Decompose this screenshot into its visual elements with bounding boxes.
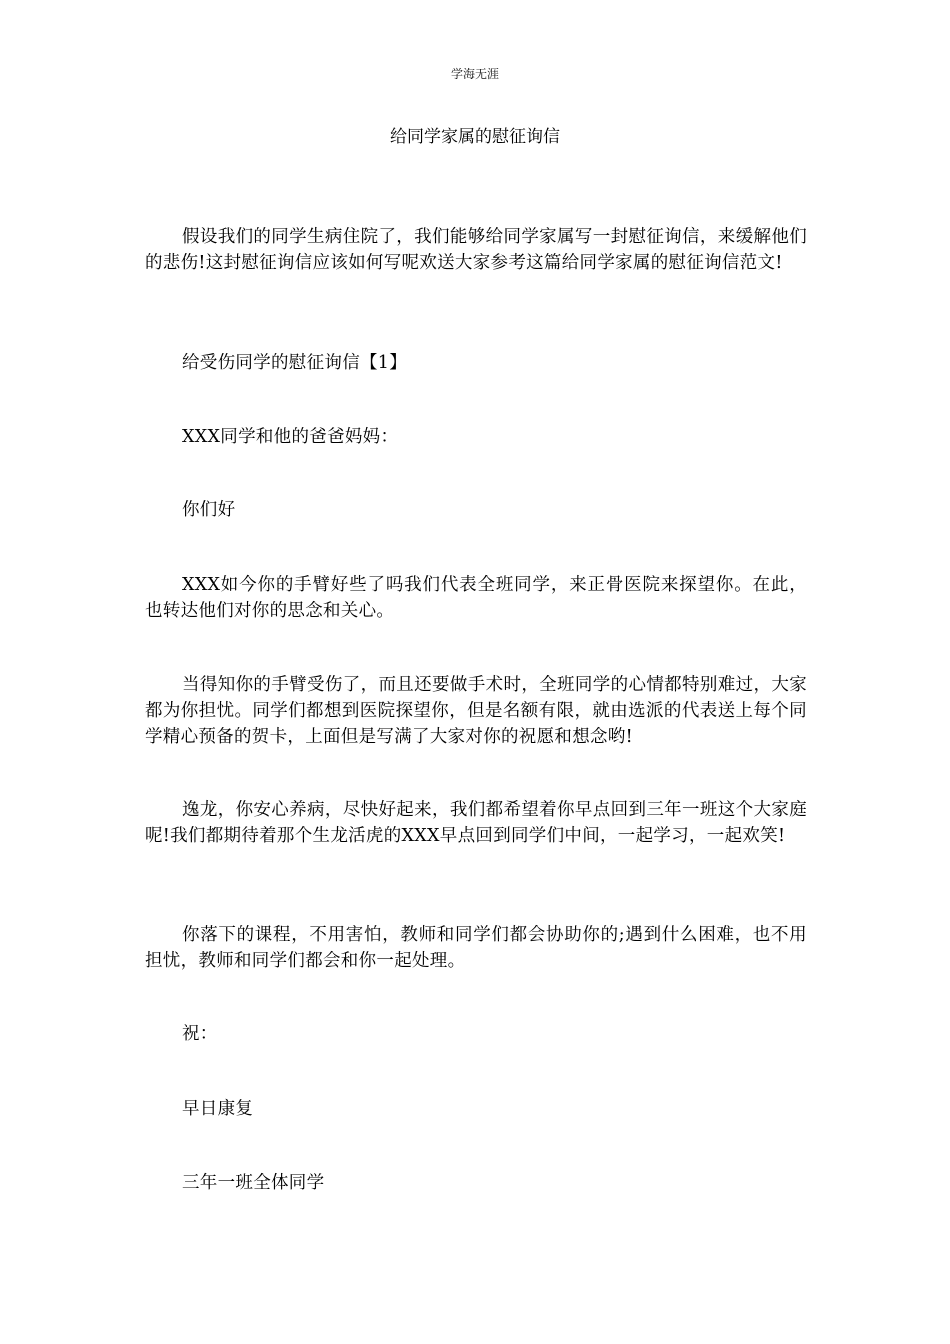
letter-signature: 三年一班全体同学 <box>182 1173 325 1193</box>
intro-paragraph: 假设我们的同学生病住院了，我们能够给同学家属写一封慰征询信，来缓解他们的悲伤!这封慰征询信应该如何写呢欢送大家参考这篇给同学家属的慰征询信范文! <box>145 227 807 273</box>
document-title: 给同学家属的慰征询信 <box>390 127 560 147</box>
letter-heading: 给受伤同学的慰征询信【1】 <box>182 353 408 373</box>
closing-wish: 早日康复 <box>182 1099 254 1119</box>
page-header: 学海无涯 <box>450 67 499 81</box>
letter-body-paragraph: 你落下的课程，不用害怕，教师和同学们都会协助你的;遇到什么困难，也不用担忧，教师和同学们都会和你一起处理。 <box>145 925 807 971</box>
letter-body-paragraph: 逸龙，你安心养病，尽快好起来，我们都希望着你早点回到三年一班这个大家庭呢!我们都期待着那个生龙活虎的XXX早点回到同学们中间，一起学习，一起欢笑! <box>145 800 807 846</box>
letter-greeting: 你们好 <box>182 500 236 520</box>
closing-wish-label: 祝： <box>182 1024 218 1044</box>
letter-body-paragraph: 当得知你的手臂受伤了，而且还要做手术时，全班同学的心情都特别难过，大家都为你担忧。同学们都想到医院探望你，但是名额有限，就由选派的代表送上每个同学精心预备的贺卡，上面但是写满了大家对你的祝愿和想念哟! <box>145 675 807 747</box>
letter-salutation: XXX同学和他的爸爸妈妈： <box>182 427 399 447</box>
letter-body-paragraph: XXX如今你的手臂好些了吗我们代表全班同学，来正骨医院来探望你。在此，也转达他们对你的思念和关心。 <box>145 575 807 621</box>
